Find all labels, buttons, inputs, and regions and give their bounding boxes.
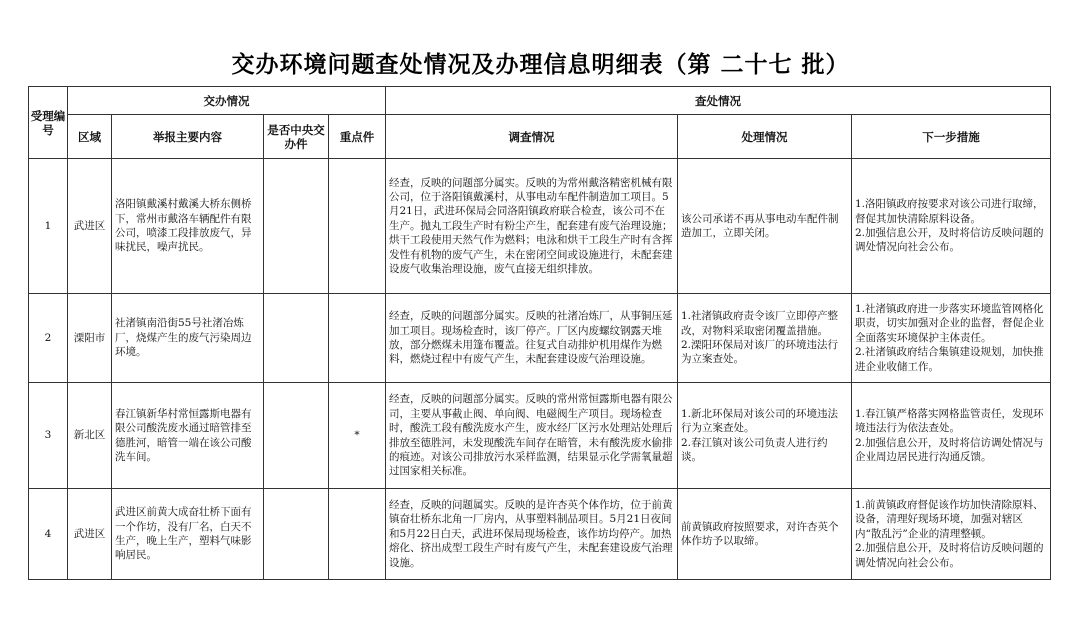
cell-handling: 1.社渚镇政府责令该厂立即停产整改，对物料采取密闭覆盖措施。 2.溧阳环保局对该厂的环境违法行为立案查处。 xyxy=(678,294,852,383)
table-row xyxy=(29,294,1051,383)
cell-central xyxy=(264,294,329,383)
header-central: 是否中央交办件 xyxy=(264,115,329,159)
cell-investigation: 经查，反映的问题部分属实。反映的社渚冶炼厂，从事铜压延加工项目。现场检查时，该厂停产。厂区内废螺纹钢露天堆放，部分燃煤未用篷布覆盖。往复式自动排炉机用煤作为燃料，燃烧过程中有废气产生，未配套建设废气治理设施。 xyxy=(386,294,678,383)
cell-serial: 2 xyxy=(29,294,68,383)
cell-handling: 前黄镇政府按照要求，对许杏英个体作坊予以取缔。 xyxy=(678,489,852,580)
header-key-case: 重点件 xyxy=(329,115,386,159)
header-assigned-group: 交办情况 xyxy=(68,87,386,115)
cell-central xyxy=(264,383,329,489)
cell-district: 新北区 xyxy=(68,383,112,489)
cell-complaint: 社渚镇南沿街55号社渚冶炼厂，烧煤产生的废气污染周边环境。 xyxy=(112,294,264,383)
header-complaint: 举报主要内容 xyxy=(112,115,264,159)
page-title: 交办环境问题查处情况及办理信息明细表（第 二十七 批） xyxy=(231,52,850,78)
cell-next-steps: 1.前黄镇政府督促该作坊加快清除原料、设备，清理好现场环境，加强对辖区内“散乱污”企业的清理整顿。 2.加强信息公开，及时将信访反映问题的调处情况向社会公布。 xyxy=(852,489,1051,580)
table-row xyxy=(29,159,1051,294)
header-handling: 处理情况 xyxy=(678,115,852,159)
cell-serial: 3 xyxy=(29,383,68,489)
cell-next-steps: 1.春江镇严格落实网格监管责任，发现环境违法行为依法查处。 2.加强信息公开，及时将信访调处情况与企业周边居民进行沟通反馈。 xyxy=(852,383,1051,489)
header-investigated-group: 查处情况 xyxy=(386,87,1051,115)
header-row-columns xyxy=(29,115,1051,159)
header-serial: 受理编号 xyxy=(29,87,68,159)
cell-next-steps: 1.社渚镇政府进一步落实环境监管网格化职责，切实加强对企业的监督，督促企业全面落实环境保护主体责任。 2.社渚镇政府结合集镇建设规划，加快推进企业收储工作。 xyxy=(852,294,1051,383)
cell-key-case xyxy=(329,294,386,383)
table-row xyxy=(29,489,1051,580)
cell-investigation: 经查，反映的问题属实。反映的是许杏英个体作坊，位于前黄镇奋壮桥东北角一厂房内，从事塑料制品项目。5月21日夜间和5月22日白天，武进环保局现场检查，该作坊均停产。加热熔化、挤出成型工段生产时有废气产生，未配套建设废气治理设施。 xyxy=(386,489,678,580)
header-investigation: 调查情况 xyxy=(386,115,678,159)
cell-key-case xyxy=(329,489,386,580)
case-table xyxy=(28,86,1051,580)
cell-district: 武进区 xyxy=(68,159,112,294)
cell-district: 武进区 xyxy=(68,489,112,580)
cell-central xyxy=(264,159,329,294)
header-district: 区域 xyxy=(68,115,112,159)
cell-central xyxy=(264,489,329,580)
cell-next-steps: 1.洛阳镇政府按要求对该公司进行取缔，督促其加快清除原料设备。 2.加强信息公开，及时将信访反映问题的调处情况向社会公布。 xyxy=(852,159,1051,294)
header-next-steps: 下一步措施 xyxy=(852,115,1051,159)
cell-district: 溧阳市 xyxy=(68,294,112,383)
cell-handling: 1.新北环保局对该公司的环境违法行为立案查处。 2.春江镇对该公司负责人进行约谈。 xyxy=(678,383,852,489)
cell-complaint: 洛阳镇戴溪村戴溪大桥东侧桥下，常州市戴洛车辆配件有限公司，喷漆工段排放废气，异味扰民，噪声扰民。 xyxy=(112,159,264,294)
cell-handling: 该公司承诺不再从事电动车配件制造加工，立即关闭。 xyxy=(678,159,852,294)
cell-key-case: * xyxy=(329,383,386,489)
cell-investigation: 经查，反映的问题部分属实。反映的为常州戴洛精密机械有限公司，位于洛阳镇戴溪村，从事电动车配件制造加工项目。5月21日，武进环保局会同洛阳镇政府联合检查，该公司不在生产。抛丸工段生产时有粉尘产生，配套建有废气治理设施；烘干工段使用天然气作为燃料；电泳和烘干工段生产时有含挥发性有机物的废气产生，未在密闭空间或设施进行，未配套建设废气收集治理设施，废气直接无组织排放。 xyxy=(386,159,678,294)
cell-key-case xyxy=(329,159,386,294)
cell-serial: 4 xyxy=(29,489,68,580)
header-row-group xyxy=(29,87,1051,115)
table-row xyxy=(29,383,1051,489)
cell-complaint: 武进区前黄大成奋壮桥下面有一个作坊，没有厂名，白天不生产，晚上生产，塑料气味影响居民。 xyxy=(112,489,264,580)
cell-investigation: 经查，反映的问题部分属实。反映的常州常恒露斯电器有限公司，主要从事截止阀、单向阀、电磁阀生产项目。现场检查时，酸洗工段有酸洗废水产生，废水经厂区污水处理站处理后排放至德胜河，未发现酸洗车间存在暗管，未有酸洗废水偷排的痕迹。对该公司排放污水采样监测，结果显示化学需氧量超过国家相关标准。 xyxy=(386,383,678,489)
cell-serial: 1 xyxy=(29,159,68,294)
cell-complaint: 春江镇新华村常恒露斯电器有限公司酸洗废水通过暗管排至德胜河，暗管一端在该公司酸洗车间。 xyxy=(112,383,264,489)
